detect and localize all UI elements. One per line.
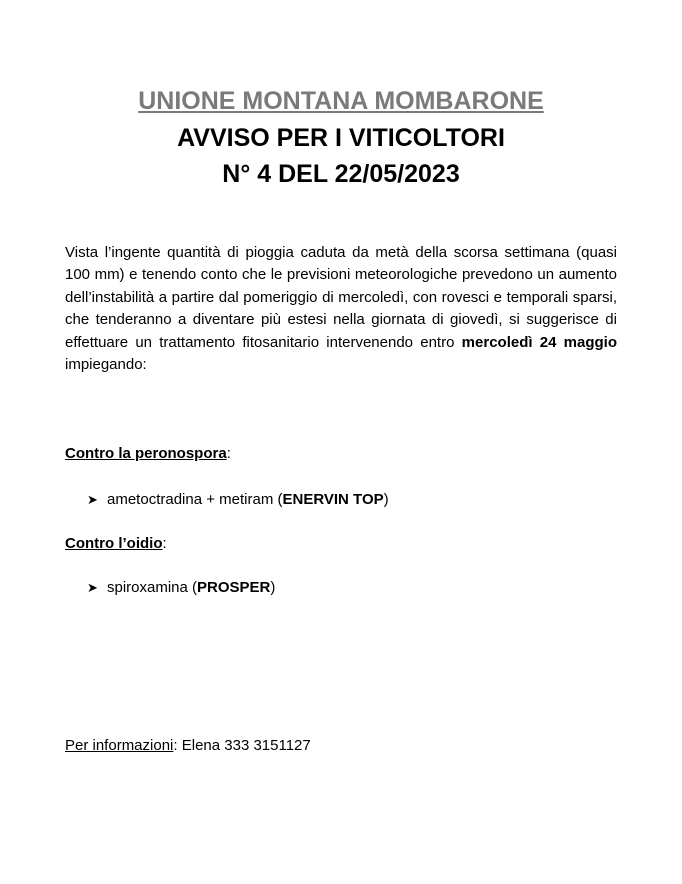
section-heading-label: Contro l’oidio — [65, 535, 163, 552]
section-heading-peronospora: Contro la peronospora: — [65, 445, 231, 462]
arrowhead-bullet-icon: ➤ — [87, 492, 98, 507]
product-name: ENERVIN TOP — [282, 491, 384, 508]
notice-title: AVVISO PER I VITICOLTORI — [177, 124, 505, 152]
list-item — [87, 578, 275, 598]
paragraph-text: Vista l’ingente quantità di pioggia caduta da metà della scorsa settimana (quasi 100 mm) e tenendo conto che le previsioni meteorologiche prevedono un aumento dell’instabilità a partire dal pomeriggio di mercoledì, con rovesci e temporali sparsi, che tenderanno a diventare più estesi nella giornata di giovedì, si suggerisce di effettuare un trattamento fitosanitario intervenendo entro — [65, 244, 617, 351]
contact-details: Elena 333 3151127 — [177, 737, 311, 754]
contact-label: Per informazioni — [65, 737, 174, 754]
list-item — [87, 490, 389, 510]
notice-number: N° 4 DEL 22/05/2023 — [222, 160, 460, 188]
paragraph-end: impiegando: — [65, 356, 147, 374]
arrowhead-bullet-icon: ➤ — [87, 580, 98, 595]
organization-heading: UNIONE MONTANA MOMBARONE — [138, 87, 544, 115]
contact-info: Per informazioni: Elena 333 3151127 — [65, 737, 311, 754]
section-heading-oidio: Contro l’oidio: — [65, 535, 167, 552]
list-item-text: ametoctradina + metiram (ENERVIN TOP) — [107, 491, 389, 508]
list-item-text: spiroxamina (PROSPER) — [107, 579, 276, 596]
notice-paragraph — [65, 242, 617, 376]
deadline-date: mercoledì 24 maggio — [461, 333, 618, 351]
section-heading-label: Contro la peronospora — [65, 445, 227, 462]
product-name: PROSPER — [197, 579, 271, 596]
